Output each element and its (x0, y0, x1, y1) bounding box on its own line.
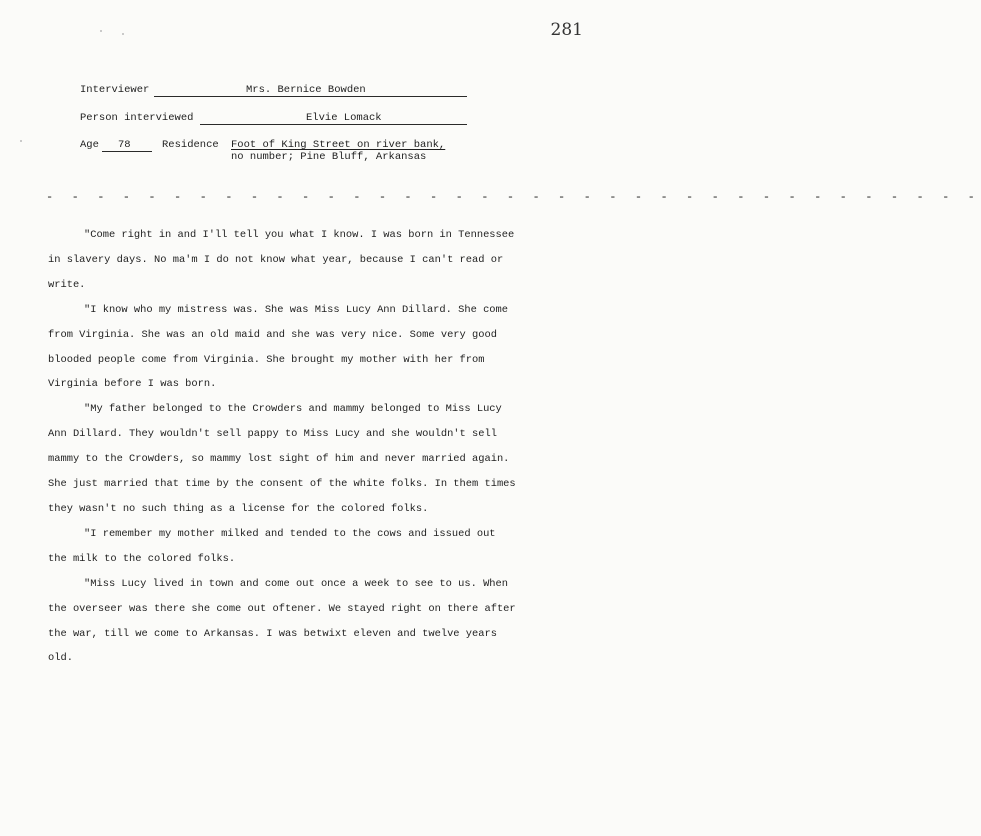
paragraph: "I remember my mother milked and tended to the cows and issued out the milk to the colored folks. (48, 527, 496, 565)
age-label: Age (80, 139, 99, 151)
separator-line: - - - - - - - - - - - - - - - - - - - - - - - - - - - - - - - - - - - - - (46, 190, 981, 204)
person-value: Elvie Lomack (306, 112, 382, 124)
paragraph: "I know who my mistress was. She was Miss Lucy Ann Dillard. She come from Virginia. She was an old maid and she was very nice. Some very good blooded people come from Virginia. She brought my mother with her from Virginia before I was born. (48, 303, 509, 391)
interviewer-value: Mrs. Bernice Bowden (246, 84, 366, 96)
person-label: Person interviewed (80, 112, 194, 124)
age-residence-row (80, 139, 480, 171)
interviewer-label: Interviewer (80, 84, 150, 96)
age-line (102, 151, 152, 152)
residence-label: Residence (162, 139, 219, 151)
person-row (80, 112, 470, 128)
paragraph: "Miss Lucy lived in town and come out once a week to see to us. When the overseer was there she come out oftener. We stayed right on there after the war, till we come to Arkansas. I was betwixt eleven and twelve years old. (48, 577, 516, 665)
residence-line-1: Foot of King Street on river bank, (231, 139, 446, 151)
scan-speck (100, 30, 102, 32)
residence-line-2: no number; Pine Bluff, Arkansas (231, 151, 427, 163)
age-value: 78 (118, 139, 131, 151)
narrative (48, 223, 518, 671)
person-line (200, 124, 467, 125)
interviewer-line (154, 96, 467, 97)
paragraph: "My father belonged to the Crowders and mammy belonged to Miss Lucy Ann Dillard. They wouldn't sell pappy to Miss Lucy and she wouldn't sell mammy to the Crowders, so mammy lost sight of him and never married again. She just married that time by the consent of the white folks. In them times they wasn't no such thing as a license for the colored folks. (48, 403, 516, 515)
scan-speck (122, 33, 124, 35)
paragraph: "Come right in and I'll tell you what I know. I was born in Tennessee in slavery days. No ma'm I do not know what year, because I can't read or write. (48, 229, 515, 291)
interviewer-row (80, 84, 470, 100)
page-number: 281 (550, 20, 583, 40)
scan-speck (20, 140, 22, 142)
